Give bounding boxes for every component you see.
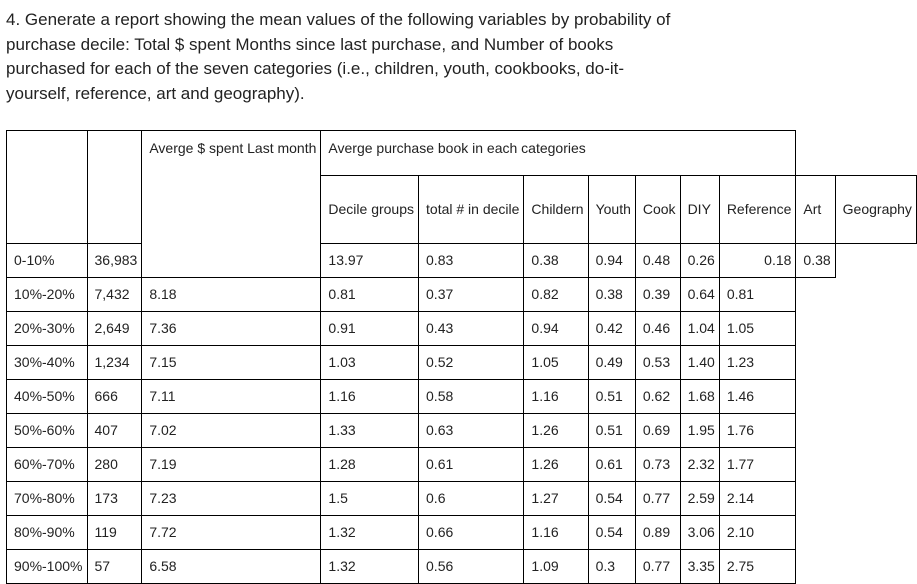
cell-reference: 0.89 xyxy=(635,516,680,550)
cell-reference: 0.62 xyxy=(635,380,680,414)
cell-youth: 0.58 xyxy=(419,380,524,414)
cell-children: 0.81 xyxy=(321,278,419,312)
cell-avg-spent: 7.19 xyxy=(142,448,321,482)
cell-total: 119 xyxy=(87,516,142,550)
cell-art: 3.35 xyxy=(680,550,719,584)
cell-reference: 0.73 xyxy=(635,448,680,482)
cell-art: 2.32 xyxy=(680,448,719,482)
cell-youth: 0.61 xyxy=(419,448,524,482)
cell-cook: 0.94 xyxy=(524,312,588,346)
cell-decile: 0-10% xyxy=(7,244,88,278)
cell-geography: 1.76 xyxy=(719,414,796,448)
cell-youth: 0.38 xyxy=(524,244,588,278)
cell-total: 666 xyxy=(87,380,142,414)
cell-children: 1.5 xyxy=(321,482,419,516)
header-cell-empty xyxy=(7,131,88,244)
cell-decile: 10%-20% xyxy=(7,278,88,312)
cell-geography: 1.46 xyxy=(719,380,796,414)
cell-total: 7,432 xyxy=(87,278,142,312)
cell-children: 1.16 xyxy=(321,380,419,414)
cell-reference: 0.39 xyxy=(635,278,680,312)
cell-art: 3.06 xyxy=(680,516,719,550)
cell-avg-spent: 7.02 xyxy=(142,414,321,448)
cell-reference: 0.69 xyxy=(635,414,680,448)
cell-cook: 1.27 xyxy=(524,482,588,516)
table-row xyxy=(7,550,917,584)
cell-decile: 90%-100% xyxy=(7,550,88,584)
cell-diy: 0.51 xyxy=(588,380,635,414)
cell-avg-spent: 13.97 xyxy=(321,244,419,278)
cell-diy: 0.61 xyxy=(588,448,635,482)
table-row xyxy=(7,414,917,448)
header-geography: Geography xyxy=(835,176,916,244)
cell-avg-spent: 7.11 xyxy=(142,380,321,414)
cell-art: 1.95 xyxy=(680,414,719,448)
cell-art: 2.59 xyxy=(680,482,719,516)
cell-geography: 2.10 xyxy=(719,516,796,550)
cell-decile: 60%-70% xyxy=(7,448,88,482)
table-row xyxy=(7,278,917,312)
cell-geography: 1.23 xyxy=(719,346,796,380)
header-diy: DIY xyxy=(680,176,719,244)
cell-cook: 1.16 xyxy=(524,380,588,414)
cell-youth: 0.56 xyxy=(419,550,524,584)
header-reference: Reference xyxy=(719,176,796,244)
cell-cook: 1.16 xyxy=(524,516,588,550)
cell-diy: 0.49 xyxy=(588,346,635,380)
cell-decile: 20%-30% xyxy=(7,312,88,346)
cell-children: 1.32 xyxy=(321,550,419,584)
cell-total: 280 xyxy=(87,448,142,482)
cell-decile: 40%-50% xyxy=(7,380,88,414)
cell-cook: 1.26 xyxy=(524,448,588,482)
cell-art: 1.40 xyxy=(680,346,719,380)
cell-art: 1.04 xyxy=(680,312,719,346)
cell-geography: 0.38 xyxy=(796,244,835,278)
cell-decile: 80%-90% xyxy=(7,516,88,550)
cell-reference: 0.26 xyxy=(680,244,719,278)
cell-diy: 0.54 xyxy=(588,516,635,550)
cell-geography: 2.75 xyxy=(719,550,796,584)
cell-youth: 0.52 xyxy=(419,346,524,380)
cell-cook: 0.94 xyxy=(588,244,635,278)
cell-decile: 30%-40% xyxy=(7,346,88,380)
header-cook: Cook xyxy=(635,176,680,244)
cell-decile: 70%-80% xyxy=(7,482,88,516)
cell-avg-spent: 7.72 xyxy=(142,516,321,550)
cell-cook: 1.26 xyxy=(524,414,588,448)
cell-reference: 0.46 xyxy=(635,312,680,346)
cell-total: 1,234 xyxy=(87,346,142,380)
table-row xyxy=(7,312,917,346)
cell-total: 36,983 xyxy=(87,244,142,278)
decile-report-table xyxy=(6,130,917,584)
cell-diy: 0.42 xyxy=(588,312,635,346)
cell-total: 173 xyxy=(87,482,142,516)
header-group-categories: Averge purchase book in each categories xyxy=(321,131,796,176)
header-children: Childern xyxy=(524,176,588,244)
cell-cook: 1.05 xyxy=(524,346,588,380)
cell-geography: 0.81 xyxy=(719,278,796,312)
cell-total: 2,649 xyxy=(87,312,142,346)
cell-art: 0.64 xyxy=(680,278,719,312)
cell-children: 0.91 xyxy=(321,312,419,346)
cell-art: 0.18 xyxy=(719,244,796,278)
cell-diy: 0.38 xyxy=(588,278,635,312)
cell-avg-spent: 7.36 xyxy=(142,312,321,346)
cell-geography: 2.14 xyxy=(719,482,796,516)
cell-reference: 0.77 xyxy=(635,550,680,584)
header-row-group xyxy=(7,131,917,176)
cell-reference: 0.53 xyxy=(635,346,680,380)
cell-total: 57 xyxy=(87,550,142,584)
cell-children: 1.28 xyxy=(321,448,419,482)
table-row xyxy=(7,346,917,380)
cell-youth: 0.6 xyxy=(419,482,524,516)
cell-art: 1.68 xyxy=(680,380,719,414)
cell-children: 1.03 xyxy=(321,346,419,380)
cell-geography: 1.05 xyxy=(719,312,796,346)
header-total-in-decile: total # in decile xyxy=(419,176,524,244)
table-row xyxy=(7,482,917,516)
cell-cook: 0.82 xyxy=(524,278,588,312)
cell-decile: 50%-60% xyxy=(7,414,88,448)
table-row xyxy=(7,516,917,550)
header-decile-groups: Decile groups xyxy=(321,176,419,244)
cell-avg-spent: 8.18 xyxy=(142,278,321,312)
cell-avg-spent: 6.58 xyxy=(142,550,321,584)
header-art: Art xyxy=(796,176,835,244)
cell-cook: 1.09 xyxy=(524,550,588,584)
cell-avg-spent: 7.23 xyxy=(142,482,321,516)
cell-diy: 0.3 xyxy=(588,550,635,584)
cell-youth: 0.43 xyxy=(419,312,524,346)
cell-diy: 0.48 xyxy=(635,244,680,278)
cell-children: 1.32 xyxy=(321,516,419,550)
cell-total: 407 xyxy=(87,414,142,448)
header-avg-spent: Averge $ spent Last month xyxy=(142,131,321,278)
cell-reference: 0.77 xyxy=(635,482,680,516)
cell-diy: 0.54 xyxy=(588,482,635,516)
cell-youth: 0.37 xyxy=(419,278,524,312)
cell-geography: 1.77 xyxy=(719,448,796,482)
cell-diy: 0.51 xyxy=(588,414,635,448)
header-cell-empty xyxy=(87,131,142,244)
cell-children: 1.33 xyxy=(321,414,419,448)
question-text: 4. Generate a report showing the mean values of the following variables by probability of purchase decile: Total $ spent Months since last purchase, and Number of books purchased for each of the seven categories (i.e., children, youth, cookbooks, do-it-yourself, reference, art and geography). xyxy=(6,10,671,103)
cell-youth: 0.63 xyxy=(419,414,524,448)
table-row xyxy=(7,380,917,414)
cell-youth: 0.66 xyxy=(419,516,524,550)
cell-children: 0.83 xyxy=(419,244,524,278)
header-youth: Youth xyxy=(588,176,635,244)
cell-avg-spent: 7.15 xyxy=(142,346,321,380)
table-row xyxy=(7,448,917,482)
